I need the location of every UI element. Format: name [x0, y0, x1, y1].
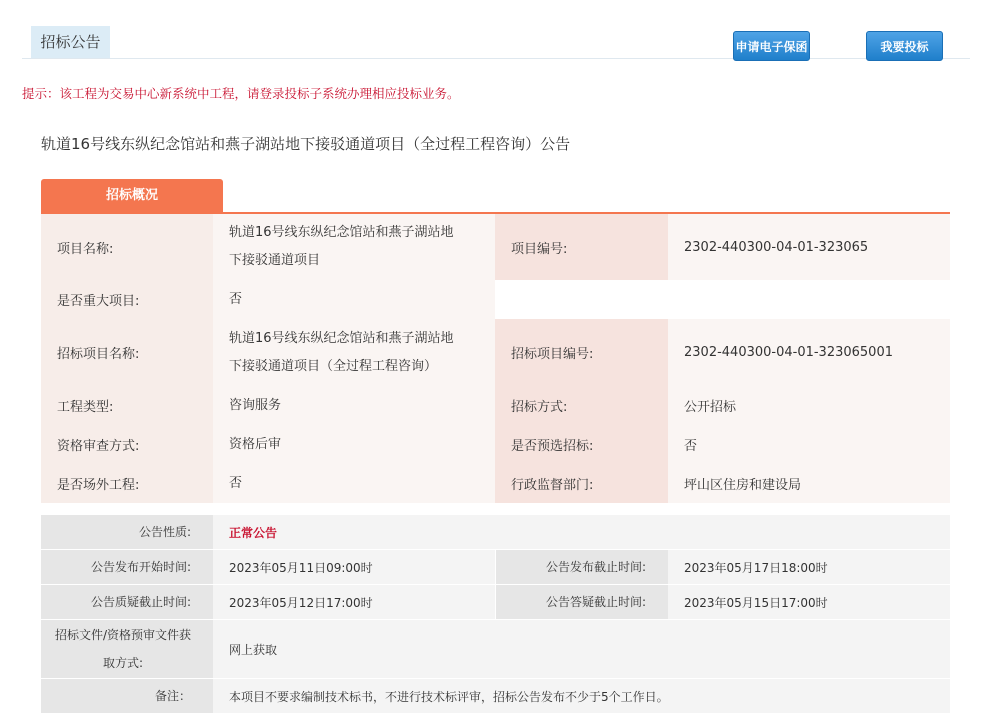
- system-tip: 提示：该工程为交易中心新系统中工程，请登录投标子系统办理相应投标业务。: [22, 86, 460, 101]
- notice-nature-text: 正常公告: [229, 525, 278, 540]
- document-access-label: 招标文件/资格预审文件获 取方式:: [41, 620, 213, 678]
- answer-deadline-value: 2023年05月15日17:00时: [668, 585, 950, 619]
- offsite-project-label: 是否场外工程:: [41, 464, 213, 503]
- bid-project-no-value: 2302-440300-04-01-323065001: [668, 319, 950, 386]
- document-access-value: 网上获取: [213, 620, 950, 678]
- qualification-review-value: 资格后审: [213, 425, 495, 464]
- project-name-label: 项目名称:: [41, 214, 213, 280]
- bid-project-name-label: 招标项目名称:: [41, 319, 213, 386]
- apply-guarantee-button[interactable]: 申请电子保函: [733, 31, 810, 61]
- supervision-dept-label: 行政监督部门:: [495, 464, 668, 503]
- offsite-project-value: 否: [213, 464, 495, 503]
- project-no-value: 2302-440300-04-01-323065: [668, 214, 950, 280]
- notice-nature-label: 公告性质:: [41, 515, 213, 549]
- remark-value: 本项目不要求编制技术标书，不进行技术标评审，招标公告发布不少于5个工作日。: [213, 679, 950, 713]
- bid-project-no-label: 招标项目编号:: [495, 319, 668, 386]
- bid-method-value: 公开招标: [668, 386, 950, 425]
- major-project-label: 是否重大项目:: [41, 280, 213, 319]
- announcement-tab[interactable]: 招标公告: [31, 26, 110, 58]
- engineering-type-label: 工程类型:: [41, 386, 213, 425]
- bid-method-label: 招标方式:: [495, 386, 668, 425]
- preselection-label: 是否预选招标:: [495, 425, 668, 464]
- query-deadline-label: 公告质疑截止时间:: [41, 585, 213, 619]
- publish-start-value: 2023年05月11日09:00时: [213, 550, 495, 584]
- publish-end-label: 公告发布截止时间:: [496, 550, 668, 584]
- major-project-value: 否: [213, 280, 495, 319]
- engineering-type-value: 咨询服务: [213, 386, 495, 425]
- project-name-value: 轨道16号线东纵纪念馆站和燕子湖站地 下接驳通道项目: [213, 214, 495, 280]
- overview-tab: 招标概况: [41, 179, 223, 213]
- bid-button[interactable]: 我要投标: [866, 31, 943, 61]
- publish-start-label: 公告发布开始时间:: [41, 550, 213, 584]
- supervision-dept-value: 坪山区住房和建设局: [668, 464, 950, 503]
- answer-deadline-label: 公告答疑截止时间:: [496, 585, 668, 619]
- header-divider: [22, 58, 970, 59]
- remark-label: 备注：: [41, 679, 213, 713]
- qualification-review-label: 资格审查方式:: [41, 425, 213, 464]
- page-title: 轨道16号线东纵纪念馆站和燕子湖站地下接驳通道项目（全过程工程咨询）公告: [41, 135, 571, 153]
- bid-project-name-value: 轨道16号线东纵纪念馆站和燕子湖站地 下接驳通道项目（全过程工程咨询）: [213, 319, 495, 386]
- preselection-value: 否: [668, 425, 950, 464]
- publish-end-value: 2023年05月17日18:00时: [668, 550, 950, 584]
- query-deadline-value: 2023年05月12日17:00时: [213, 585, 495, 619]
- notice-nature-value: [213, 515, 950, 549]
- project-no-label: 项目编号:: [495, 214, 668, 280]
